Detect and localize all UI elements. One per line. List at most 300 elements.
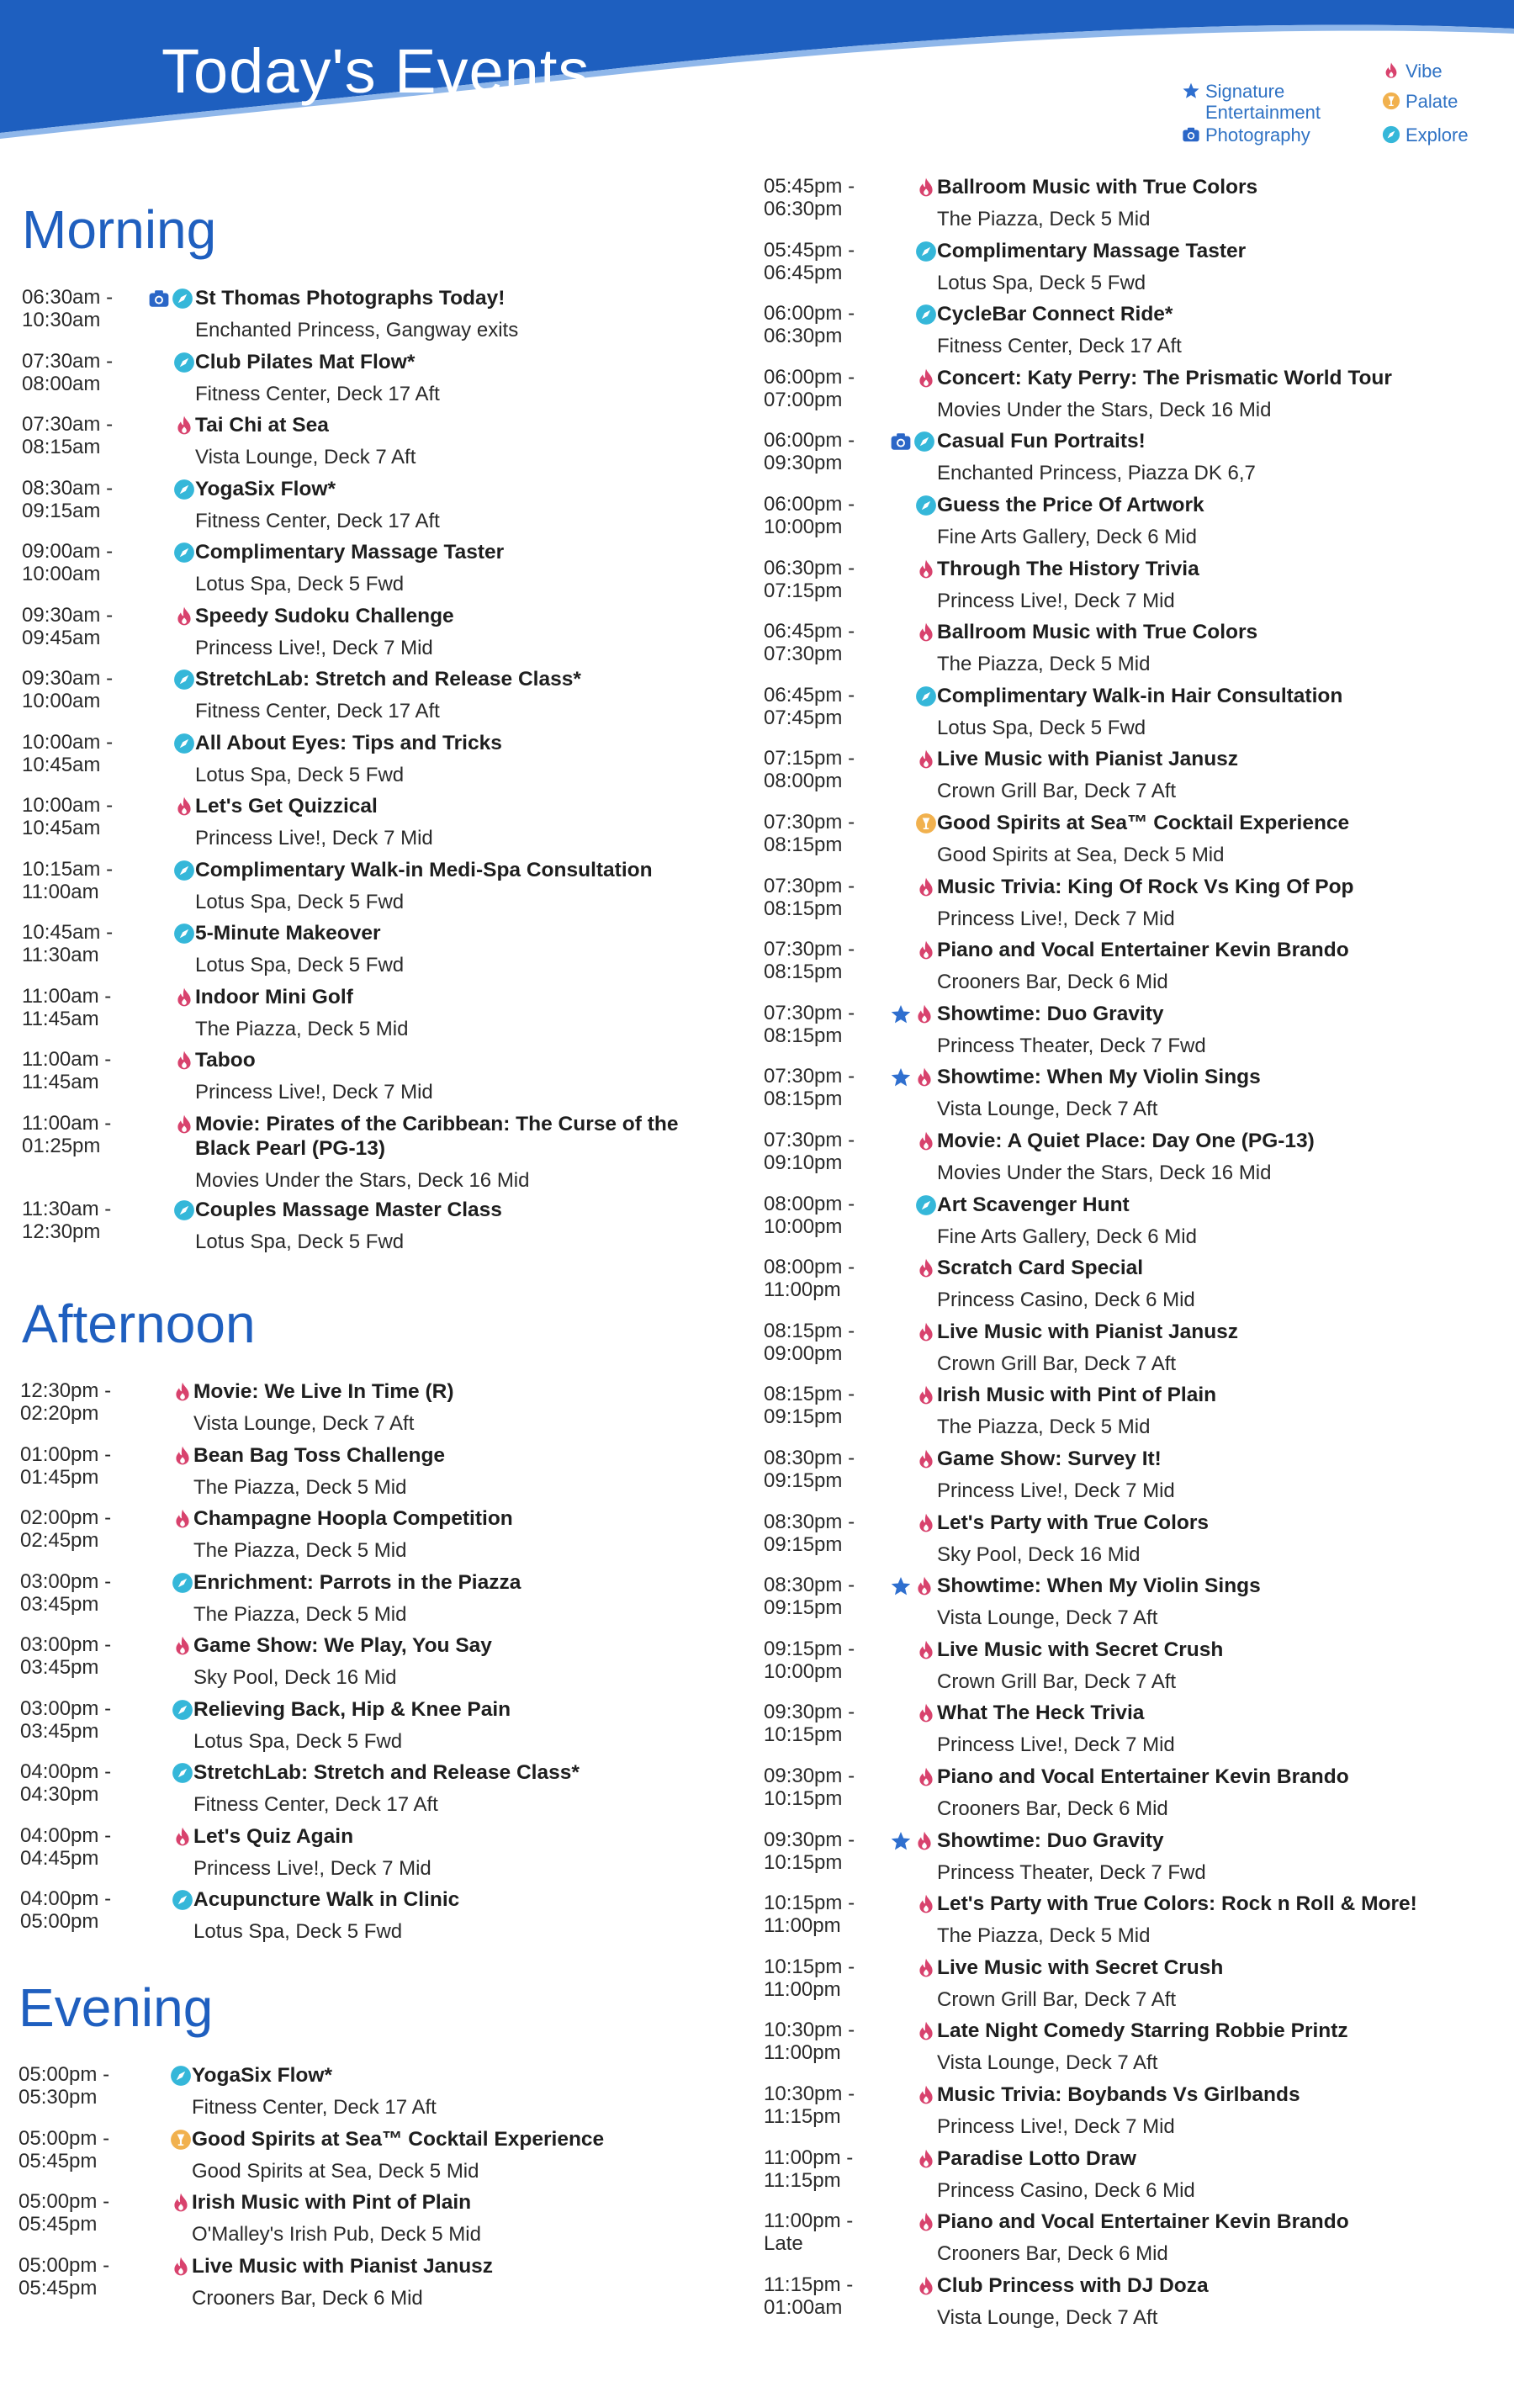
event-time: 08:00pm - 11:00pm	[764, 1256, 855, 1301]
flame-icon	[915, 1893, 937, 1919]
event-title: Live Music with Pianist Janusz	[937, 1320, 1239, 1343]
event-title: Complimentary Walk-in Medi-Spa Consultation	[195, 859, 653, 881]
event-row	[764, 1892, 1504, 1956]
compass-icon	[172, 1889, 193, 1915]
event-location: Vista Lounge, Deck 7 Aft	[937, 2051, 1158, 2074]
camera-icon	[1182, 125, 1200, 148]
event-location: Enchanted Princess, Piazza DK 6,7	[937, 462, 1256, 484]
event-time: 09:30am - 09:45am	[22, 604, 114, 649]
event-time: 06:30am - 10:30am	[22, 286, 114, 331]
event-location: Fitness Center, Deck 17 Aft	[195, 510, 440, 532]
event-row	[764, 1956, 1504, 2019]
event-location: Lotus Spa, Deck 5 Fwd	[195, 891, 405, 913]
event-location: Princess Live!, Deck 7 Mid	[937, 2115, 1175, 2138]
event-location: Fine Arts Gallery, Deck 6 Mid	[937, 1225, 1197, 1248]
event-row	[22, 477, 762, 541]
page-title: Today's Events	[161, 36, 590, 106]
event-title: Live Music with Secret Crush	[937, 1638, 1224, 1661]
event-location: Vista Lounge, Deck 7 Aft	[937, 1098, 1158, 1120]
event-title: Piano and Vocal Entertainer Kevin Brando	[937, 939, 1349, 961]
compass-icon	[170, 2065, 192, 2091]
compass-icon	[915, 685, 937, 712]
event-location: Princess Live!, Deck 7 Mid	[195, 1081, 433, 1103]
event-location: The Piazza, Deck 5 Mid	[193, 1476, 407, 1499]
palate-icon	[1382, 92, 1400, 114]
event-row	[764, 2019, 1504, 2083]
compass-icon	[173, 669, 195, 695]
event-row	[764, 1574, 1504, 1638]
event-title: YogaSix Flow*	[192, 2064, 332, 2087]
legend-item-flame	[1382, 61, 1443, 84]
event-location: Princess Live!, Deck 7 Mid	[195, 637, 433, 659]
event-row	[764, 1765, 1504, 1828]
star-icon	[1182, 82, 1200, 104]
event-location: Princess Live!, Deck 7 Mid	[937, 590, 1175, 612]
event-time: 08:30am - 09:15am	[22, 477, 114, 522]
flame-icon	[173, 1050, 195, 1076]
event-time: 07:30pm - 08:15pm	[764, 1002, 855, 1047]
event-location: Crooners Bar, Deck 6 Mid	[937, 1797, 1168, 1820]
compass-icon	[172, 288, 193, 314]
event-time: 11:00am - 01:25pm	[22, 1112, 112, 1157]
event-location: Lotus Spa, Deck 5 Fwd	[195, 954, 405, 976]
event-title: Acupuncture Walk in Clinic	[193, 1888, 460, 1911]
flame-icon	[915, 1766, 937, 1792]
event-title: Ballroom Music with True Colors	[937, 176, 1258, 198]
event-time: 10:15pm - 11:00pm	[764, 1956, 855, 2001]
event-title: Relieving Back, Hip & Knee Pain	[193, 1698, 511, 1721]
event-title: YogaSix Flow*	[195, 478, 336, 500]
event-location: Crown Grill Bar, Deck 7 Aft	[937, 780, 1177, 802]
event-row	[20, 1887, 760, 1951]
flame-icon	[915, 622, 937, 648]
event-location: Vista Lounge, Deck 7 Aft	[937, 1606, 1158, 1629]
event-row	[19, 2063, 759, 2127]
event-row	[764, 1256, 1504, 1320]
event-row	[22, 667, 762, 731]
event-title: Music Trivia: King Of Rock Vs King Of Pop	[937, 876, 1354, 898]
star-icon	[890, 1575, 912, 1601]
flame-icon	[915, 1130, 937, 1156]
event-time: 07:30pm - 08:15pm	[764, 875, 855, 920]
event-time: 11:15pm - 01:00am	[764, 2273, 854, 2319]
compass-icon	[913, 431, 935, 457]
event-time: 12:30pm - 02:20pm	[20, 1379, 112, 1425]
event-row	[22, 350, 762, 414]
event-time: 11:00am - 11:45am	[22, 985, 112, 1030]
legend-item-star	[1182, 81, 1321, 123]
camera-icon	[890, 431, 912, 457]
event-time: 06:45pm - 07:45pm	[764, 684, 855, 729]
flame-icon	[915, 939, 937, 966]
camera-icon	[148, 288, 170, 314]
flame-icon	[173, 796, 195, 822]
event-row	[20, 1379, 760, 1443]
event-title: Movie: We Live In Time (R)	[193, 1380, 454, 1403]
compass-icon	[915, 241, 937, 267]
flame-icon	[915, 749, 937, 775]
event-title: Paradise Lotto Draw	[937, 2147, 1136, 2170]
event-location: Lotus Spa, Deck 5 Fwd	[193, 1730, 403, 1753]
event-row	[764, 366, 1504, 430]
event-title: St Thomas Photographs Today!	[195, 287, 506, 310]
event-time: 07:15pm - 08:00pm	[764, 747, 855, 792]
event-row	[764, 2273, 1504, 2337]
palate-icon	[170, 2129, 192, 2155]
event-row	[22, 413, 762, 477]
event-title: StretchLab: Stretch and Release Class*	[195, 668, 581, 691]
event-time: 05:45pm - 06:30pm	[764, 175, 855, 220]
event-location: The Piazza, Deck 5 Mid	[937, 208, 1151, 230]
flame-icon	[915, 2275, 937, 2301]
legend-item-camera	[1182, 124, 1310, 148]
flame-icon	[915, 1702, 937, 1728]
event-row	[22, 540, 762, 604]
event-title: Taboo	[195, 1049, 256, 1072]
event-row	[22, 731, 762, 795]
event-time: 09:30am - 10:00am	[22, 667, 114, 712]
event-time: 10:30pm - 11:15pm	[764, 2083, 855, 2128]
event-time: 09:15pm - 10:00pm	[764, 1638, 855, 1683]
event-row	[764, 493, 1504, 557]
event-row	[764, 684, 1504, 748]
event-title: Piano and Vocal Entertainer Kevin Brando	[937, 2210, 1349, 2233]
event-location: Crown Grill Bar, Deck 7 Aft	[937, 1352, 1177, 1375]
event-row	[19, 2190, 759, 2254]
event-row	[764, 557, 1504, 621]
flame-icon	[915, 1448, 937, 1474]
flame-icon	[170, 2256, 192, 2282]
event-time: 10:30pm - 11:00pm	[764, 2019, 855, 2064]
event-row	[20, 1570, 760, 1634]
event-time: 08:00pm - 10:00pm	[764, 1193, 855, 1238]
event-row	[764, 302, 1504, 366]
event-location: Sky Pool, Deck 16 Mid	[193, 1666, 397, 1689]
event-title: Enrichment: Parrots in the Piazza	[193, 1571, 521, 1594]
event-row	[20, 1633, 760, 1697]
event-row	[764, 1828, 1504, 1892]
compass-icon	[915, 1194, 937, 1220]
event-time: 07:30pm - 08:15pm	[764, 938, 855, 983]
event-title: Live Music with Pianist Janusz	[937, 748, 1239, 770]
legend-label: Photography	[1205, 124, 1310, 146]
event-time: 05:45pm - 06:45pm	[764, 239, 855, 284]
event-time: 06:00pm - 09:30pm	[764, 429, 855, 474]
event-location: Fine Arts Gallery, Deck 6 Mid	[937, 526, 1197, 548]
event-location: O'Malley's Irish Pub, Deck 5 Mid	[192, 2223, 481, 2246]
flame-icon	[915, 1512, 937, 1538]
legend-label: Explore	[1405, 124, 1469, 146]
event-location: Fitness Center, Deck 17 Aft	[192, 2096, 437, 2119]
event-title: Champagne Hoopla Competition	[193, 1507, 513, 1530]
flame-icon	[915, 2084, 937, 2110]
event-row	[764, 1701, 1504, 1765]
event-title: Club Pilates Mat Flow*	[195, 351, 416, 373]
compass-icon	[173, 860, 195, 886]
event-title: Good Spirits at Sea™ Cocktail Experience	[192, 2128, 605, 2151]
event-row	[20, 1506, 760, 1570]
flame-icon	[1382, 61, 1400, 84]
event-title: Club Princess with DJ Doza	[937, 2274, 1209, 2297]
event-row	[22, 1048, 762, 1112]
event-row	[20, 1760, 760, 1824]
event-location: Movies Under the Stars, Deck 16 Mid	[937, 399, 1272, 421]
event-title: Complimentary Massage Taster	[937, 240, 1247, 262]
event-location: The Piazza, Deck 5 Mid	[937, 653, 1151, 675]
event-row	[20, 1824, 760, 1888]
event-time: 03:00pm - 03:45pm	[20, 1570, 112, 1616]
event-row	[764, 1002, 1504, 1066]
event-title: Let's Party with True Colors: Rock n Roll & More!	[937, 1892, 1417, 1915]
event-location: Princess Live!, Deck 7 Mid	[193, 1857, 431, 1880]
legend-label: Vibe	[1405, 61, 1443, 82]
event-title: What The Heck Trivia	[937, 1701, 1145, 1724]
section-heading-evening: Evening	[19, 1977, 214, 2038]
event-row	[764, 239, 1504, 303]
event-location: Lotus Spa, Deck 5 Fwd	[937, 717, 1146, 739]
event-row	[764, 938, 1504, 1002]
event-location: Vista Lounge, Deck 7 Aft	[193, 1412, 415, 1435]
event-row	[764, 1447, 1504, 1511]
event-title: Complimentary Walk-in Hair Consultation	[937, 685, 1343, 707]
star-icon	[890, 1830, 912, 1856]
event-time: 07:30pm - 09:10pm	[764, 1129, 855, 1174]
event-title: Ballroom Music with True Colors	[937, 621, 1258, 643]
flame-icon	[915, 368, 937, 394]
event-row	[764, 620, 1504, 684]
event-title: All About Eyes: Tips and Tricks	[195, 732, 502, 754]
section-heading-afternoon: Afternoon	[22, 1294, 256, 1354]
event-time: 01:00pm - 01:45pm	[20, 1443, 112, 1489]
compass-icon	[915, 304, 937, 330]
event-row	[22, 858, 762, 922]
event-title: Complimentary Massage Taster	[195, 541, 505, 564]
compass-icon	[172, 1762, 193, 1788]
event-title: 5-Minute Makeover	[195, 922, 381, 945]
event-time: 02:00pm - 02:45pm	[20, 1506, 112, 1552]
legend-item-palate	[1382, 91, 1458, 114]
legend-label: Signature Entertainment	[1205, 81, 1321, 123]
flame-icon	[172, 1445, 193, 1471]
event-location: The Piazza, Deck 5 Mid	[193, 1603, 407, 1626]
event-title: Guess the Price Of Artwork	[937, 494, 1204, 516]
event-title: Movie: A Quiet Place: Day One (PG-13)	[937, 1130, 1315, 1152]
event-time: 04:00pm - 04:30pm	[20, 1760, 112, 1806]
flame-icon	[172, 1381, 193, 1407]
event-title: Casual Fun Portraits!	[937, 430, 1146, 452]
event-row	[764, 1383, 1504, 1447]
flame-icon	[913, 1003, 935, 1029]
flame-icon	[915, 177, 937, 203]
event-title: Speedy Sudoku Challenge	[195, 605, 454, 627]
event-location: Fitness Center, Deck 17 Aft	[193, 1793, 438, 1816]
event-location: Lotus Spa, Deck 5 Fwd	[195, 573, 405, 595]
event-row	[764, 175, 1504, 239]
event-title: Irish Music with Pint of Plain	[937, 1384, 1217, 1406]
event-row	[764, 2083, 1504, 2146]
flame-icon	[915, 876, 937, 902]
event-title: Showtime: Duo Gravity	[937, 1003, 1164, 1025]
event-time: 09:00am - 10:00am	[22, 540, 114, 585]
section-heading-morning: Morning	[22, 199, 217, 260]
event-location: Princess Casino, Deck 6 Mid	[937, 2179, 1195, 2202]
event-location: Good Spirits at Sea, Deck 5 Mid	[937, 844, 1225, 866]
event-time: 11:00pm - 11:15pm	[764, 2146, 854, 2192]
event-time: 03:00pm - 03:45pm	[20, 1697, 112, 1743]
compass-icon	[173, 479, 195, 505]
event-time: 05:00pm - 05:45pm	[19, 2127, 110, 2172]
event-title: Game Show: Survey It!	[937, 1447, 1162, 1470]
event-title: Game Show: We Play, You Say	[193, 1634, 492, 1657]
event-location: Crown Grill Bar, Deck 7 Aft	[937, 1670, 1177, 1693]
event-row	[764, 875, 1504, 939]
flame-icon	[915, 2211, 937, 2237]
event-location: The Piazza, Deck 5 Mid	[193, 1539, 407, 1562]
event-title: Good Spirits at Sea™ Cocktail Experience	[937, 812, 1350, 834]
event-title: Music Trivia: Boybands Vs Girlbands	[937, 2083, 1300, 2106]
flame-icon	[172, 1826, 193, 1852]
flame-icon	[915, 558, 937, 585]
event-time: 04:00pm - 04:45pm	[20, 1824, 112, 1870]
event-title: CycleBar Connect Ride*	[937, 303, 1173, 325]
event-time: 08:15pm - 09:15pm	[764, 1383, 855, 1428]
event-time: 08:30pm - 09:15pm	[764, 1574, 855, 1619]
event-time: 10:15pm - 11:00pm	[764, 1892, 855, 1937]
event-location: Movies Under the Stars, Deck 16 Mid	[937, 1162, 1272, 1184]
flame-icon	[913, 1066, 935, 1093]
event-time: 07:30pm - 08:15pm	[764, 811, 855, 856]
event-location: Enchanted Princess, Gangway exits	[195, 319, 519, 341]
event-location: Crooners Bar, Deck 6 Mid	[192, 2287, 423, 2310]
event-location: Princess Live!, Deck 7 Mid	[937, 908, 1175, 930]
event-row	[22, 1198, 762, 1262]
flame-icon	[915, 1257, 937, 1283]
event-time: 11:30am - 12:30pm	[22, 1198, 112, 1243]
event-title: Late Night Comedy Starring Robbie Printz	[937, 2019, 1348, 2042]
flame-icon	[915, 1957, 937, 1983]
event-time: 07:30pm - 08:15pm	[764, 1065, 855, 1110]
event-title: Showtime: When My Violin Sings	[937, 1574, 1261, 1597]
event-location: Fitness Center, Deck 17 Aft	[937, 335, 1182, 357]
event-row	[22, 921, 762, 985]
event-row	[764, 747, 1504, 811]
flame-icon	[173, 606, 195, 632]
flame-icon	[173, 415, 195, 441]
event-location: Vista Lounge, Deck 7 Aft	[937, 2306, 1158, 2329]
event-time: 09:30pm - 10:15pm	[764, 1701, 855, 1746]
event-location: Princess Live!, Deck 7 Mid	[937, 1479, 1175, 1502]
compass-icon	[172, 1699, 193, 1725]
event-row	[764, 1065, 1504, 1129]
flame-icon	[170, 2192, 192, 2218]
event-location: The Piazza, Deck 5 Mid	[195, 1018, 409, 1040]
event-title: Indoor Mini Golf	[195, 986, 353, 1008]
event-time: 03:00pm - 03:45pm	[20, 1633, 112, 1679]
event-title: Live Music with Pianist Janusz	[192, 2255, 494, 2278]
event-row	[22, 794, 762, 858]
event-time: 10:15am - 11:00am	[22, 858, 114, 903]
event-title: Tai Chi at Sea	[195, 414, 329, 437]
event-location: Vista Lounge, Deck 7 Aft	[195, 446, 416, 468]
event-row	[22, 604, 762, 668]
event-location: Movies Under the Stars, Deck 16 Mid	[195, 1169, 530, 1192]
event-row	[764, 2146, 1504, 2210]
event-title: Art Scavenger Hunt	[937, 1193, 1130, 1216]
legend-label: Palate	[1405, 91, 1458, 112]
event-location: Princess Live!, Deck 7 Mid	[937, 1733, 1175, 1756]
legend-item-compass	[1382, 124, 1469, 148]
flame-icon	[915, 1639, 937, 1665]
event-title: Scratch Card Special	[937, 1257, 1144, 1279]
event-row	[764, 2210, 1504, 2273]
flame-icon	[915, 1321, 937, 1347]
event-title: Let's Quiz Again	[193, 1825, 354, 1848]
event-time: 06:00pm - 10:00pm	[764, 493, 855, 538]
event-location: The Piazza, Deck 5 Mid	[937, 1924, 1151, 1947]
event-row	[764, 1193, 1504, 1257]
event-title: Concert: Katy Perry: The Prismatic World Tour	[937, 367, 1392, 389]
event-title: Couples Massage Master Class	[195, 1199, 502, 1221]
event-location: The Piazza, Deck 5 Mid	[937, 1416, 1151, 1438]
event-time: 06:45pm - 07:30pm	[764, 620, 855, 665]
event-row	[20, 1697, 760, 1761]
event-title: StretchLab: Stretch and Release Class*	[193, 1761, 580, 1784]
event-location: Sky Pool, Deck 16 Mid	[937, 1543, 1141, 1566]
event-title: Showtime: When My Violin Sings	[937, 1066, 1261, 1088]
flame-icon	[172, 1508, 193, 1534]
event-time: 08:15pm - 09:00pm	[764, 1320, 855, 1365]
event-title: Piano and Vocal Entertainer Kevin Brando	[937, 1765, 1349, 1788]
flame-icon	[915, 2148, 937, 2174]
flame-icon	[173, 987, 195, 1013]
event-row	[764, 811, 1504, 875]
event-title: Let's Get Quizzical	[195, 795, 378, 818]
event-row	[764, 429, 1504, 493]
flame-icon	[915, 2020, 937, 2046]
event-time: 07:30am - 08:00am	[22, 350, 114, 395]
flame-icon	[173, 1114, 195, 1140]
event-row	[764, 1511, 1504, 1574]
event-time: 06:00pm - 06:30pm	[764, 302, 855, 347]
event-time: 10:00am - 10:45am	[22, 794, 114, 839]
event-row	[764, 1129, 1504, 1193]
event-location: Princess Theater, Deck 7 Fwd	[937, 1035, 1206, 1057]
compass-icon	[172, 1572, 193, 1598]
event-location: Princess Live!, Deck 7 Mid	[195, 827, 433, 849]
event-time: 05:00pm - 05:45pm	[19, 2254, 110, 2300]
event-time: 07:30am - 08:15am	[22, 413, 114, 458]
event-location: Crown Grill Bar, Deck 7 Aft	[937, 1988, 1177, 2011]
event-time: 10:45am - 11:30am	[22, 921, 114, 966]
compass-icon	[173, 923, 195, 949]
event-location: Lotus Spa, Deck 5 Fwd	[195, 1230, 405, 1253]
event-time: 11:00pm - Late	[764, 2210, 854, 2255]
event-row	[764, 1638, 1504, 1701]
star-icon	[890, 1066, 912, 1093]
event-row	[20, 1443, 760, 1507]
event-time: 05:00pm - 05:30pm	[19, 2063, 110, 2109]
event-title: Live Music with Secret Crush	[937, 1956, 1224, 1979]
compass-icon	[173, 352, 195, 378]
event-location: Princess Theater, Deck 7 Fwd	[937, 1861, 1206, 1884]
event-title: Showtime: Duo Gravity	[937, 1829, 1164, 1852]
event-location: Lotus Spa, Deck 5 Fwd	[937, 272, 1146, 294]
event-time: 06:30pm - 07:15pm	[764, 557, 855, 602]
event-location: Lotus Spa, Deck 5 Fwd	[193, 1920, 403, 1943]
event-time: 08:30pm - 09:15pm	[764, 1447, 855, 1492]
event-time: 11:00am - 11:45am	[22, 1048, 112, 1093]
event-location: Princess Casino, Deck 6 Mid	[937, 1289, 1195, 1311]
